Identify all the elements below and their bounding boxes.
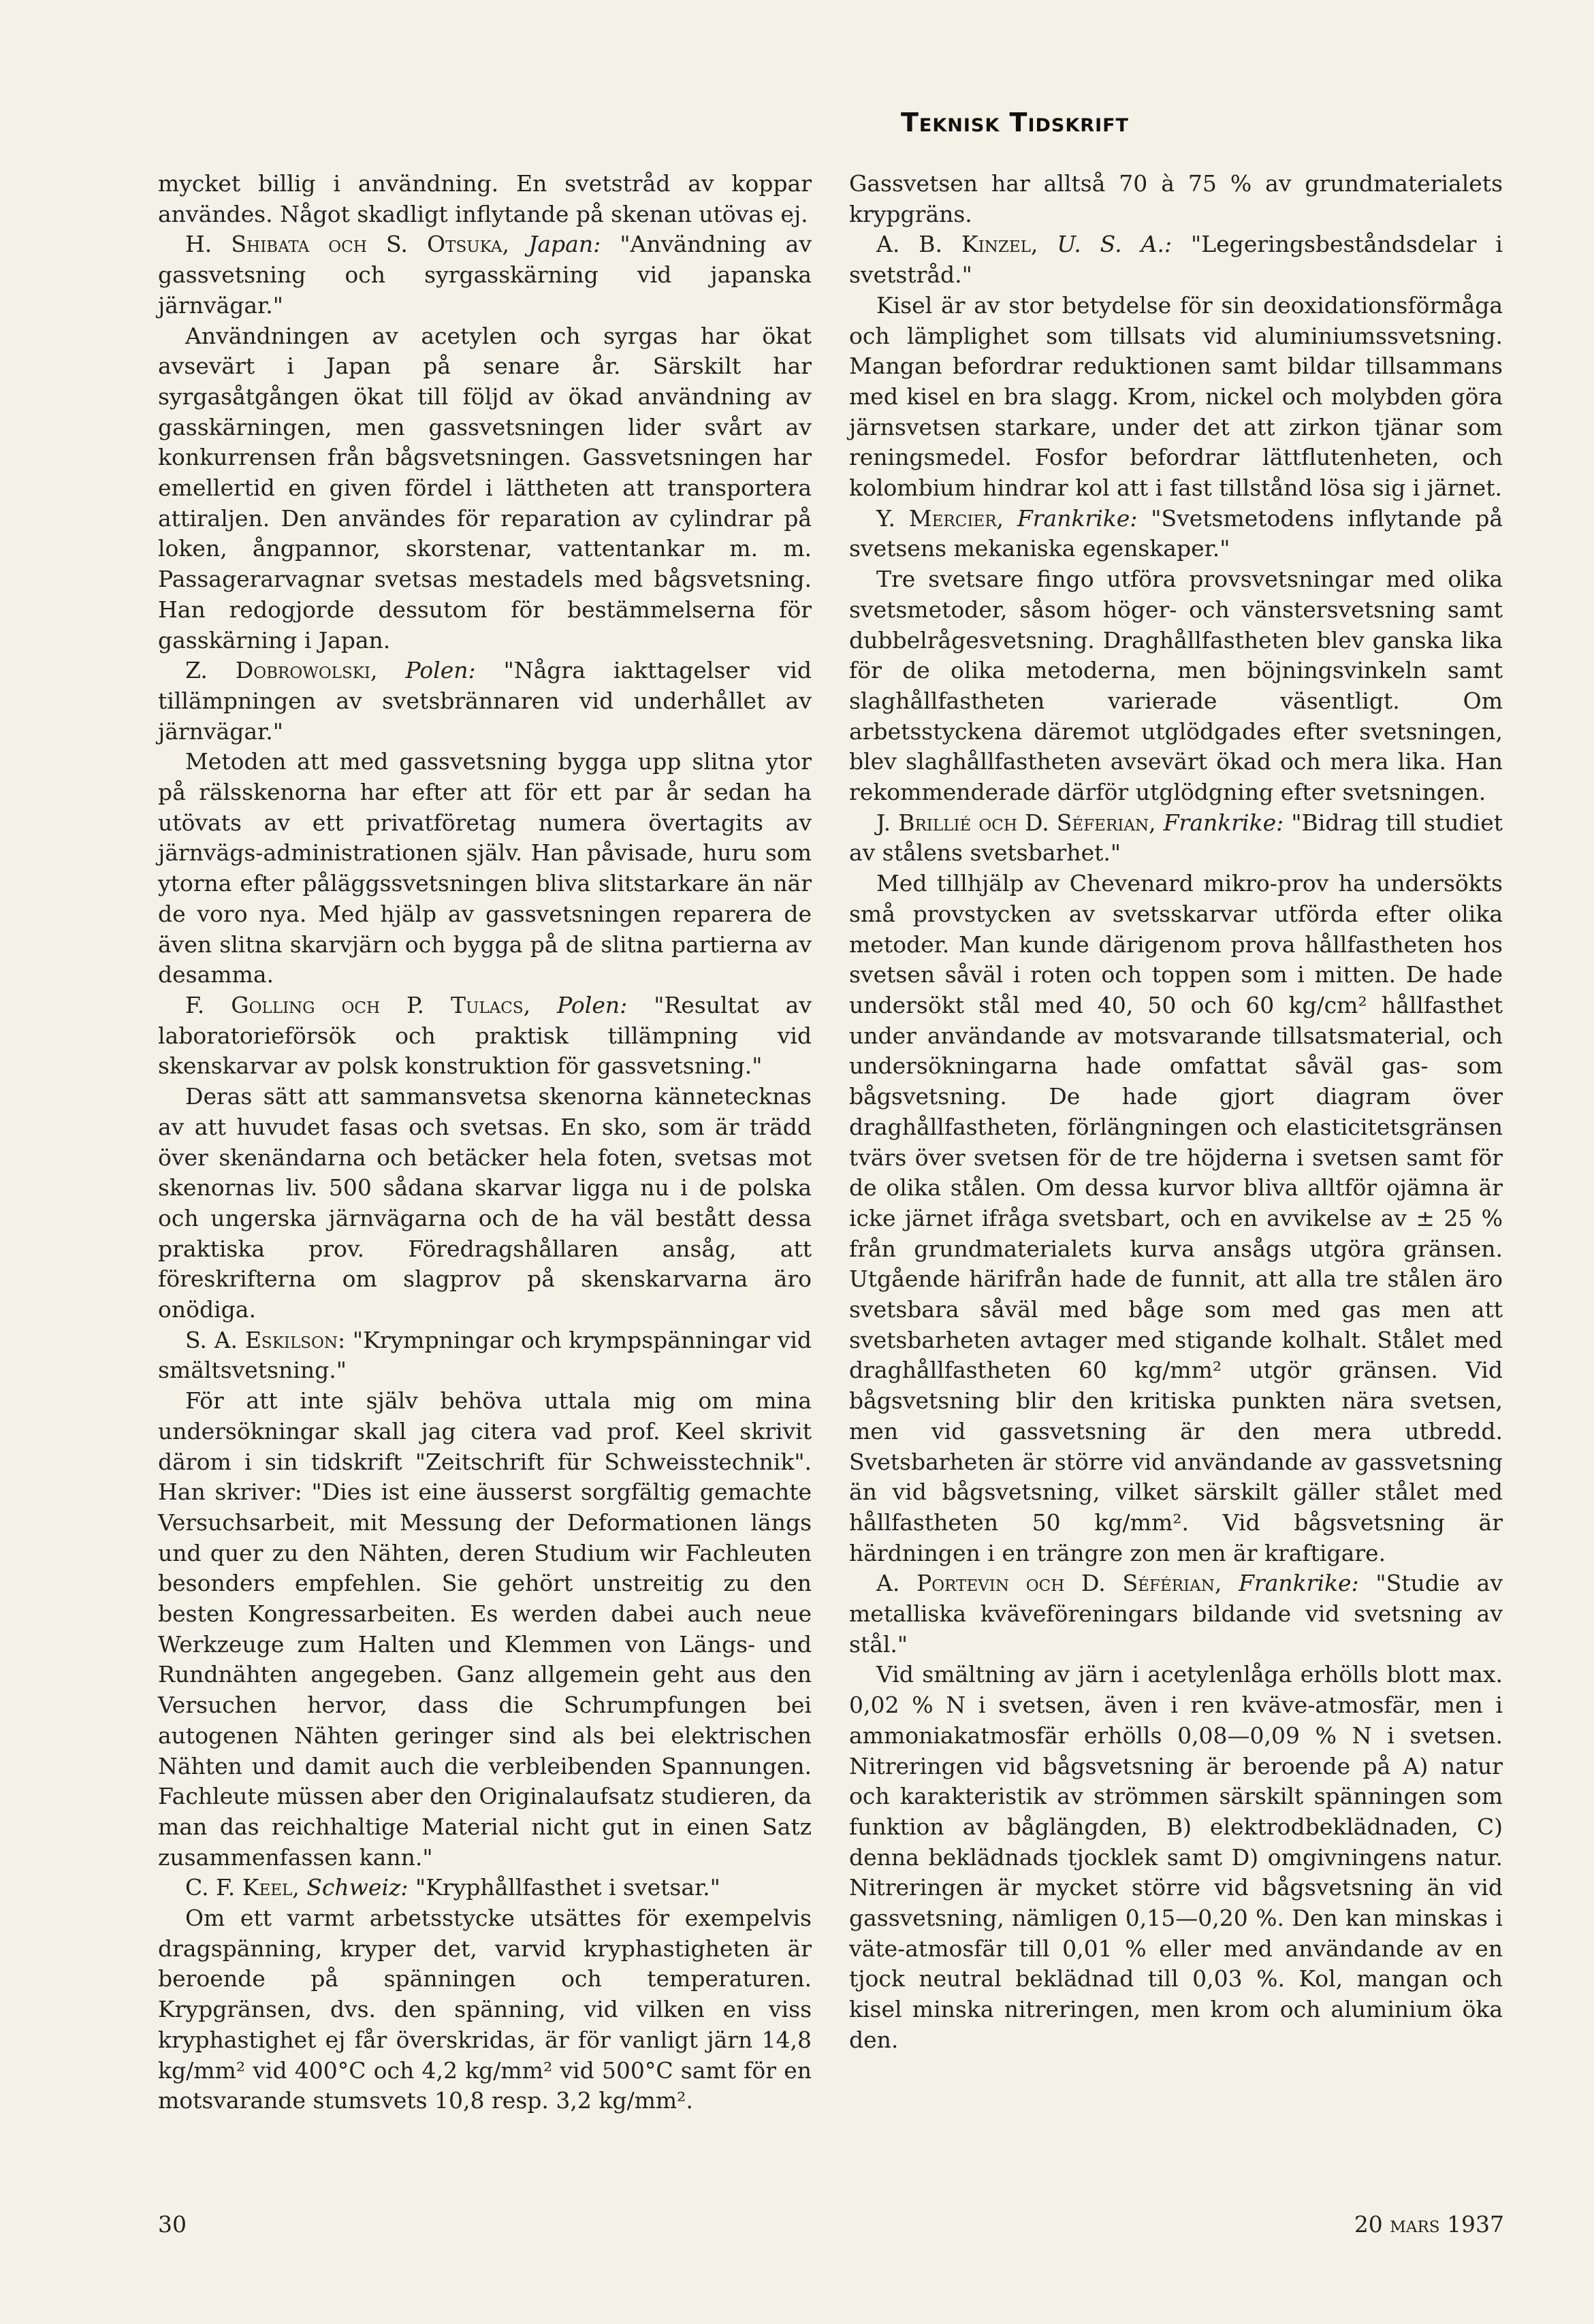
body-paragraph: Med tillhjälp av Chevenard mikro-prov ha undersökts små provstycken av svetsskarvar utförda efter olika metoder. Man kunde därigenom prova hållfastheten hos svetsen såväl i roten och toppen som i mitten. De hade undersökt stål med 40, 50 och 60 kg/cm² hållfasthet under användande av motsvarande tillsatsmaterial, och undersökningarna hade omfattat såväl gas- som bågsvetsning. De hade gjort diagram över draghållfastheten, förlängningen och elasticitetsgränsen tvärs över svetsen för de tre höjderna i svetsen samt för de olika stålen. Om dessa kurvor bliva alltför ojämna är icke järnet ifråga svetsbart, och en avvikelse av ± 25 % från grundmaterialets kurva ansågs utgöra gränsen. Utgående härifrån hade de funnit, att alla tre stålen äro svetsbara såväl med båge som med gas men att svetsbarheten avtager med stigande kolhalt. Stålet med draghållfastheten 60 kg/mm² utgör gränsen. Vid bågsvetsning blir den kritiska punkten nära svetsen, men vid gassvetsning är den mera utbredd. Svetsbarheten är större vid användande av gassvetsning än vid bågsvetsning, vilket särskilt gäller stålet med hållfastheten 50 kg/mm². Vid bågsvetsning är härdningen i en trängre zon men är kraftigare. (849, 870, 1503, 1566)
lecture-entry (849, 1568, 1503, 1660)
entry-title: "Krympningar och krympspänningar vid smältsvetsning." (158, 1326, 812, 1384)
lecture-entry (158, 1873, 812, 1903)
entry-title: "Legeringsbeståndsdelar i svetstråd." (849, 231, 1503, 289)
lecture-entry (158, 229, 812, 321)
body-paragraph: Vid smältning av järn i acetylenlåga erhölls blott max. 0,02 % N i svetsen, även i ren kväve-atmosfär, men i ammoniakatmosfär erhölls 0,08—0,09 % N i svetsen. Nitreringen vid bågsvetsning är beroende på A) natur och karakteristik av strömmen särskilt spänningen som funktion av båglängden, B) elektrodbeklädnaden, C) denna beklädnads tjocklek samt D) omgivningens natur. Nitreringen är mycket större vid bågsvetsning än vid gassvetsning, nämligen 0,15—0,20 %. Den kan minskas i väte-atmosfär till 0,01 % eller med användande av en tjock neutral beklädnad till 0,03 %. Kol, mangan och kisel minska nitreringen, men krom och aluminium öka den. (849, 1661, 1503, 2053)
entry-author: F. Golling och P. Tulacs, (185, 991, 531, 1018)
entry-author: A. Portevin och D. Séférian, (876, 1570, 1222, 1597)
lecture-entry (158, 1325, 812, 1386)
entry-author: J. Brillié och D. Séferian, (876, 809, 1156, 836)
entry-title: "Bidrag till studiet av stålens svetsbarhet." (849, 809, 1503, 867)
entry-country: Japan: (528, 231, 601, 258)
entry-title: "Svetsmetodens inflytande på svetsens mekaniska egenskaper." (849, 504, 1503, 562)
issue-date: 20 mars 1937 (1354, 2211, 1504, 2238)
entry-title: "Kryphållfasthet i svetsar." (415, 1874, 720, 1901)
continued-paragraph: Gassvetsen har alltså 70 à 75 % av grundmaterialets krypgräns. (849, 170, 1503, 227)
page-number: 30 (158, 2211, 187, 2238)
lecture-entry (849, 808, 1503, 869)
entry-country: Frankrike: (1017, 504, 1138, 532)
entry-country: U. S. A.: (1057, 231, 1173, 258)
lecture-entry (849, 229, 1503, 290)
left-column (158, 169, 812, 2116)
lecture-entry (158, 656, 812, 747)
body-paragraph: Om ett varmt arbetsstycke utsättes för exempelvis dragspänning, kryper det, varvid kryphastigheten är beroende på spänningen och temperaturen. Krypgränsen, dvs. den spänning, vid vilken en viss kryphastighet ej får överskridas, är för vanligt järn 14,8 kg/mm² vid 400°C och 4,2 kg/mm² vid 500°C samt för en motsvarande stumsvets 10,8 resp. 3,2 kg/mm². (158, 1905, 812, 2114)
entry-title: "Användning av gassvetsning och syrgasskärning vid japanska järnvägar." (158, 231, 812, 319)
entry-country: Polen: (405, 657, 476, 684)
entry-title: "Resultat av laboratorieförsök och praktisk tillämpning vid skenskarvar av polsk konstruktion för gassvetsning." (158, 991, 812, 1080)
entry-country: Schweiz: (306, 1874, 409, 1901)
body-paragraph: Deras sätt att sammansvetsa skenorna kännetecknas av att huvudet fasas och svetsas. En sko, som är trädd över skenändarna och betäcker hela foten, svetsas mot skenornas liv. 500 sådana skarvar ligga nu i de polska och ungerska järnvägarna och de ha väl bestått dessa praktiska prov. Föredragshållaren ansåg, att föreskrifterna om slagprov på skenskarvarna äro onödiga. (158, 1083, 812, 1323)
entry-country: Frankrike: (1239, 1570, 1359, 1597)
body-paragraph: Kisel är av stor betydelse för sin deoxidationsförmåga och lämplighet som tillsats vid aluminiumssvetsning. Mangan befordrar reduktionen samt bildar tillsammans med kisel en bra slagg. Krom, nickel och molybden göra järnsvetsen starkare, under det att zirkon tjänar som reningsmedel. Fosfor befordrar lättflutenheten, och kolombium hindrar kol att i fast tillstånd lösa sig i järnet. (849, 291, 1503, 502)
entry-country: Frankrike: (1163, 809, 1284, 836)
body-paragraph: Metoden att med gassvetsning bygga upp slitna ytor på rälsskenorna har efter att för ett par år sedan ha utövats av ett privatföretag numera övertagits av järnvägs-administrationen själv. Han påvisade, huru som ytorna efter påläggssvetsningen bliva slitstarkare än när de voro nya. Med hjälp av gassvetsningen reparera de även slitna skarvjärn och bygga på de slitna partierna av desamma. (158, 748, 812, 988)
entry-author: H. Shibata och S. Otsuka, (185, 231, 509, 258)
right-column (849, 169, 1503, 2056)
body-paragraph: Användningen av acetylen och syrgas har ökat avsevärt i Japan på senare år. Särskilt har syrgasåtgången ökat till följd av ökad användning av gasskärningen, men gassvetsningen lider svårt av konkurrensen från bågsvetsningen. Gassvetsningen har emellertid en given fördel i lättheten att transportera attiraljen. Den användes för reparation av cylindrar på loken, ångpannor, skorstenar, vattentankar m. m. Passagerarvagnar svetsas mestadels med bågsvetsning. Han redogjorde dessutom för bestämmelserna för gasskärning i Japan. (158, 322, 812, 653)
masthead-title: Teknisk Tidskrift (901, 108, 1129, 138)
lecture-entry (849, 504, 1503, 564)
entry-author: Z. Dobrowolski, (185, 657, 378, 684)
entry-title: "Några iakttagelser vid tillämpningen av svetsbrännaren vid underhållet av järnvägar." (158, 657, 812, 745)
body-paragraph: Tre svetsare fingo utföra provsvetsningar med olika svetsmetoder, såsom höger- och vänstersvetsning samt dubbelrågesvetsning. Draghållfastheten blev ganska lika för de olika metoderna, men böjningsvinkeln samt slaghållfastheten varierade väsentligt. Om arbetsstyckena däremot utglödgades efter svetsningen, blev slaghållfastheten avsevärt ökad och mera lika. Han rekommenderade därför utglödgning efter svetsningen. (849, 566, 1503, 806)
entry-country: Polen: (557, 991, 628, 1018)
entry-author: Y. Mercier, (876, 504, 1004, 532)
entry-author: C. F. Keel, (185, 1874, 300, 1901)
body-paragraph: För att inte själv behöva uttala mig om mina undersökningar skall jag citera vad prof. Keel skrivit därom i sin tidskrift "Zeitschrift für Schweisstechnik". Han skriver: "Dies ist eine äusserst sorgfältig gemachte Versuchsarbeit, mit Messung der Deformationen längs und quer zu den Nähten, deren Studium wir Fachleuten besonders empfehlen. Sie gehört unstreitig zu den besten Kongressarbeiten. Es werden dabei auch neue Werkzeuge zum Halten und Klemmen von Längs- und Rundnähten angegeben. Ganz allgemein geht aus den Versuchen hervor, dass die Schrumpfungen bei autogenen Nähten geringer sind als bei elektrischen Nähten und damit auch die verbleibenden Spannungen. Fachleute müssen aber den Originalaufsatz studieren, da man das reichhaltige Material nicht gut in einen Satz zusammenfassen kann." (158, 1387, 812, 1871)
entry-author: S. A. Eskilson: (185, 1326, 346, 1353)
lecture-entry (158, 990, 812, 1082)
entry-title: "Studie av metalliska kväveföreningars bildande vid svetsning av stål." (849, 1570, 1503, 1658)
continued-paragraph: mycket billig i användning. En svetstråd av koppar användes. Något skadligt inflytande på skenan utövas ej. (158, 170, 812, 227)
entry-author: A. B. Kinzel, (876, 231, 1038, 258)
